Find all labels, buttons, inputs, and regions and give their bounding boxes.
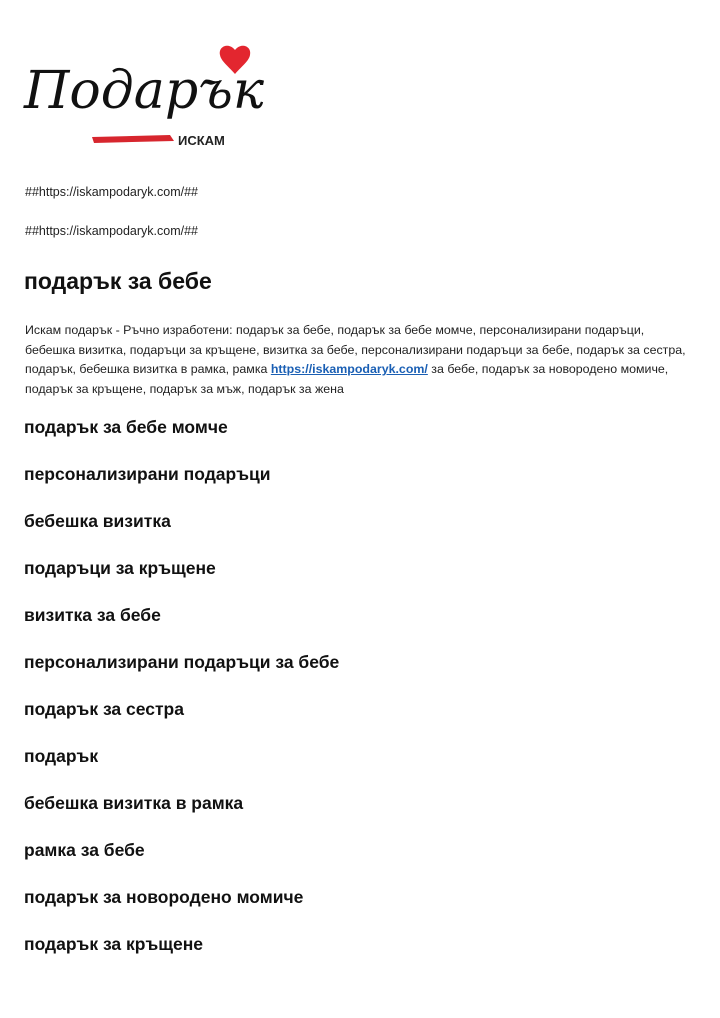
keyword-heading: подарък <box>24 746 99 766</box>
site-logo[interactable] <box>20 40 280 155</box>
keyword-heading: подарък за сестра <box>24 699 184 719</box>
logo-sub-text: ИСКАМ <box>178 133 225 148</box>
keyword-heading: рамка за бебе <box>24 840 145 860</box>
site-link[interactable]: https://iskampodaryk.com/ <box>270 362 428 376</box>
url-line-2: ##https://iskampodaryk.com/## <box>25 224 198 238</box>
intro-text-after-link: за бебе, подарък за новородено момиче, подарък за кръщене, подарък за мъж, подарък за жена <box>25 362 669 396</box>
url-line-1: ##https://iskampodaryk.com/## <box>25 185 198 199</box>
keyword-heading: подарък за бебе момче <box>24 417 228 437</box>
keyword-heading: бебешка визитка <box>24 511 171 531</box>
keyword-heading: подаръци за кръщене <box>24 558 216 578</box>
keyword-heading: бебешка визитка в рамка <box>24 793 244 813</box>
logo-graphic <box>20 40 280 155</box>
logo-red-bar <box>92 135 174 143</box>
keyword-heading: персонализирани подаръци за бебе <box>24 652 340 672</box>
keyword-heading: подарък за новородено момиче <box>24 887 304 907</box>
keyword-heading: персонализирани подаръци <box>24 464 271 484</box>
logo-script-text: Подарък <box>22 61 265 121</box>
keyword-heading: визитка за бебе <box>24 605 161 625</box>
keyword-heading: подарък за кръщене <box>24 934 204 954</box>
page-title: подарък за бебе <box>24 268 212 294</box>
intro-text-before-link: Искам подарък - Ръчно изработени: подарък за бебе, подарък за бебе момче, персонализирани подаръци, бебешка визитка, подаръци за кръщене, визитка за бебе, персонализирани подаръци за бебе, подарък за сестра, подарък, бебешка визитка в рамка, рамка <box>25 323 686 376</box>
intro-paragraph <box>25 321 697 399</box>
